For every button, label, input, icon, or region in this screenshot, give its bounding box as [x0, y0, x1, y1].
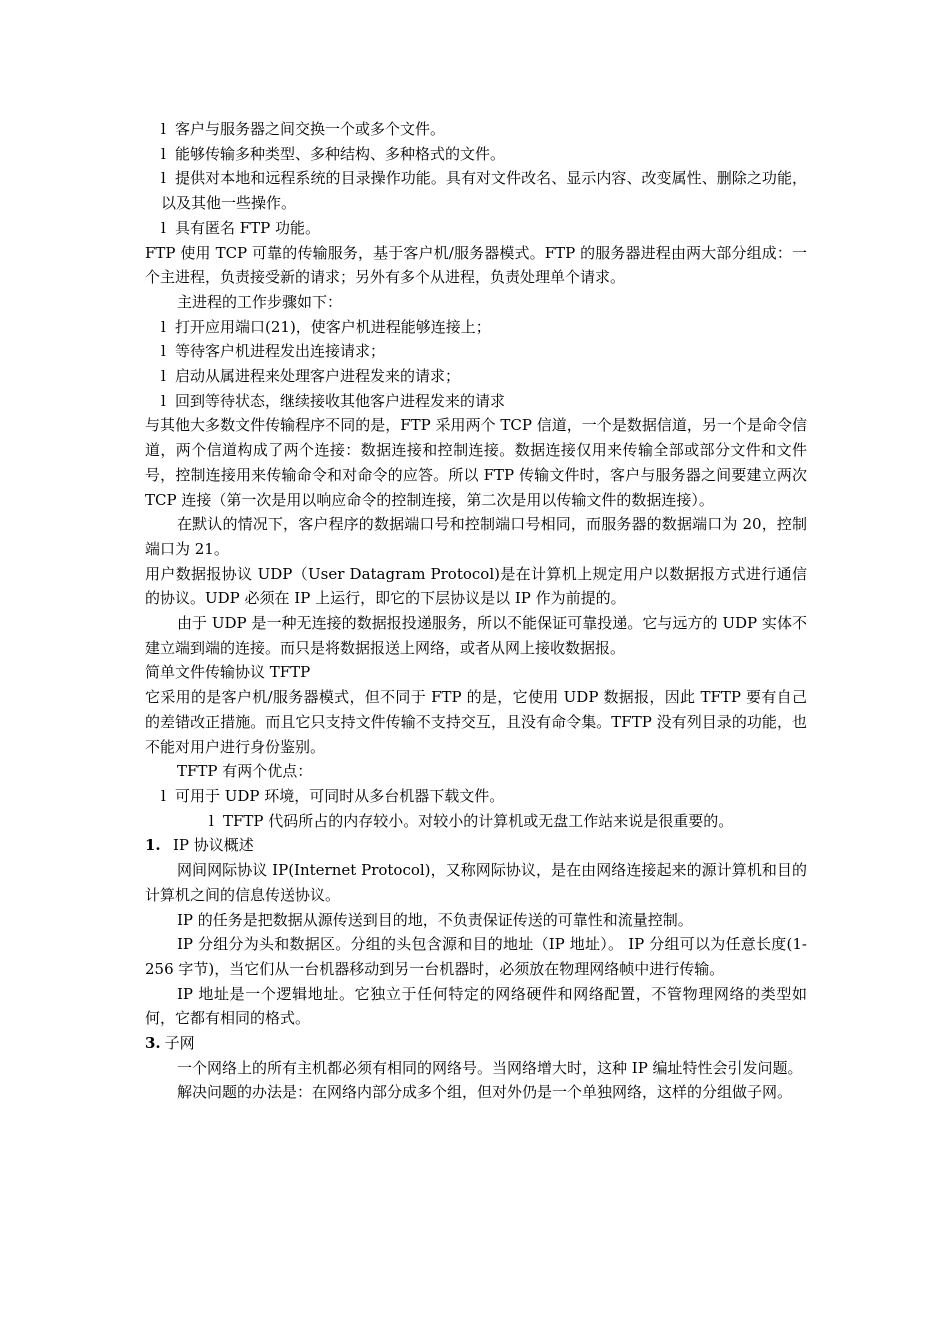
- paragraph: 它采用的是客户机/服务器模式，但不同于 FTP 的是，它使用 UDP 数据报，因此 TFTP 要有自己的差错改正措施。而且它只支持文件传输不支持交互，且没有命令集。TFTP 没有列目录的功能，也不能对用户进行身份鉴别。: [145, 688, 807, 756]
- bullet-text: 打开应用端口(21)，使客户机进程能够连接上；: [175, 317, 491, 336]
- bullet-item: [145, 809, 807, 834]
- bullet-marker: l: [161, 786, 166, 805]
- paragraph: IP 的任务是把数据从源传送到目的地，不负责保证传送的可靠性和流量控制。: [177, 910, 693, 929]
- paragraph: IP 分组分为头和数据区。分组的头包含源和目的地址（IP 地址）。 IP 分组可以为任意长度(1-256 字节)，当它们从一台机器移动到另一台机器时，必须放在物理网络帧中进行传输。: [145, 935, 807, 978]
- paragraph: FTP 使用 TCP 可靠的传输服务，基于客户机/服务器模式。FTP 的服务器进程由两大部分组成：一个主进程，负责接受新的请求；另外有多个从进程，负责处理单个请求。: [145, 243, 807, 287]
- bullet-marker: l: [161, 367, 166, 386]
- bullet-item: [145, 216, 807, 241]
- heading-number: 3.: [145, 1034, 161, 1053]
- paragraph: 在默认的情况下，客户程序的数据端口号和控制端口号相同，而服务器的数据端口为 20，控制端口为 21。: [145, 515, 807, 558]
- bullet-marker: l: [161, 391, 166, 410]
- bullet-text: TFTP 代码所占的内存较小。对较小的计算机或无盘工作站来说是很重要的。: [223, 811, 734, 830]
- bullet-item: [145, 784, 807, 809]
- paragraph: 用户数据报协议 UDP（User Datagram Protocol)是在计算机上规定用户以数据报方式进行通信的协议。UDP 必须在 IP 上运行，即它的下层协议是以 IP 作为前提的。: [145, 564, 807, 608]
- paragraph: 与其他大多数文件传输程序不同的是，FTP 采用两个 TCP 信道，一个是数据信道，另一个是命令信道，两个信道构成了两个连接：数据连接和控制连接。数据连接仅用来传输全部或部分文件和文件号，控制连接用来传输命令和对命令的应答。所以 FTP 传输文件时，客户与服务器之间要建立两次 TCP 连接（第一次是用以响应命令的控制连接，第二次是用以传输文件的数据连接）。: [145, 416, 807, 509]
- bullet-item: [145, 364, 807, 389]
- numbered-heading: [145, 833, 807, 858]
- section-heading: 简单文件传输协议 TFTP: [145, 663, 311, 682]
- paragraph: 主进程的工作步骤如下：: [177, 292, 343, 311]
- bullet-item: [145, 339, 807, 364]
- paragraph: 解决问题的办法是：在网络内部分成多个组，但对外仍是一个单独网络，这样的分组做子网。: [177, 1083, 793, 1102]
- bullet-text: 具有匿名 FTP 功能。: [175, 218, 321, 237]
- paragraph: 一个网络上的所有主机都必须有相同的网络号。当网络增大时，这种 IP 编址特性会引发问题。: [177, 1058, 803, 1077]
- bullet-text: 回到等待状态，继续接收其他客户进程发来的请求: [175, 391, 506, 410]
- bullet-item: [145, 142, 807, 167]
- bullet-marker: l: [161, 342, 166, 361]
- bullet-marker: l: [161, 120, 166, 138]
- paragraph: TFTP 有两个优点：: [177, 762, 313, 781]
- bullet-marker: l: [209, 811, 214, 830]
- bullet-item: [145, 166, 807, 215]
- paragraph: IP 地址是一个逻辑地址。它独立于任何特定的网络硬件和网络配置，不管物理网络的类型如何，它都有相同的格式。: [145, 984, 807, 1028]
- bullet-text: 启动从属进程来处理客户进程发来的请求；: [175, 367, 461, 386]
- heading-number: 1.: [145, 836, 161, 855]
- bullet-item: [145, 117, 807, 142]
- document-body: [145, 117, 807, 1105]
- bullet-text: 可用于 UDP 环境，可同时从多台机器下载文件。: [175, 786, 505, 805]
- bullet-text: 能够传输多种类型、多种结构、多种格式的文件。: [175, 144, 506, 163]
- heading-text: 子网: [164, 1034, 195, 1053]
- heading-text: IP 协议概述: [173, 836, 254, 855]
- bullet-marker: l: [161, 317, 166, 336]
- bullet-item: [145, 315, 807, 340]
- paragraph: 由于 UDP 是一种无连接的数据报投递服务，所以不能保证可靠投递。它与远方的 UDP 实体不建立端到端的连接。而只是将数据报送上网络，或者从网上接收数据报。: [145, 614, 807, 657]
- bullet-text: 客户与服务器之间交换一个或多个文件。: [175, 120, 446, 138]
- bullet-item: [145, 389, 807, 414]
- bullet-marker: l: [161, 169, 166, 188]
- paragraph: 网间网际协议 IP(Internet Protocol)，又称网际协议，是在由网络连接起来的源计算机和目的计算机之间的信息传送协议。: [145, 861, 807, 904]
- numbered-heading: [145, 1031, 807, 1056]
- bullet-text: 提供对本地和远程系统的目录操作功能。具有对文件改名、显示内容、改变属性、删除之功能，以及其他一些操作。: [161, 169, 807, 213]
- bullet-text: 等待客户机进程发出连接请求；: [175, 342, 386, 361]
- bullet-marker: l: [161, 218, 166, 237]
- bullet-marker: l: [161, 144, 166, 163]
